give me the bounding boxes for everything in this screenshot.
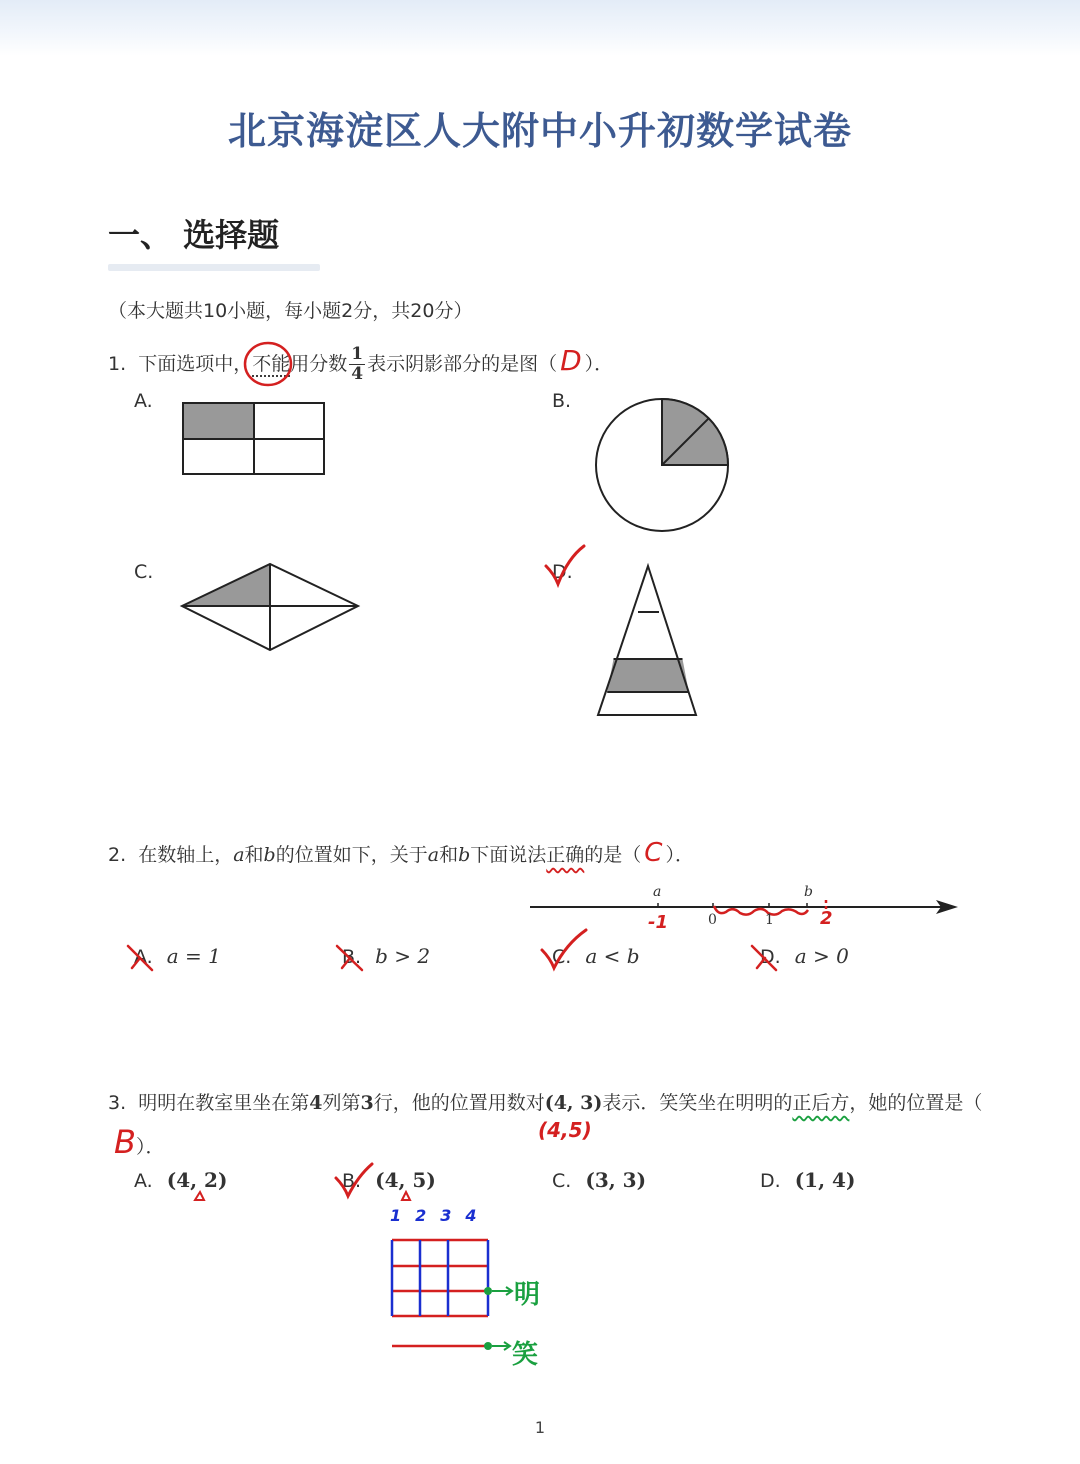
q2-option-d — [760, 944, 849, 968]
top-decor-band — [0, 0, 1080, 56]
q2-stem-d: 下面说法 — [470, 844, 547, 866]
q2-number-line — [528, 882, 968, 942]
q2-var-a: a — [233, 844, 245, 866]
q3-sketch-label-xiao: 笑 — [512, 1340, 539, 1370]
q3-sketch-label-ming: 明 — [514, 1280, 541, 1310]
ming-seat-dot — [484, 1287, 492, 1295]
q2-var-b-2: b — [458, 844, 471, 866]
col-label: 4 — [465, 1206, 477, 1225]
q3-mark-a — [195, 1192, 204, 1200]
section-heading: 一、 选择题 — [108, 216, 280, 254]
q1-stem-b: 用分数 — [290, 353, 348, 375]
q1-option-c-label: C. — [134, 561, 154, 583]
q3-stem-a: 明明在教室里坐在第 — [138, 1092, 310, 1114]
q2-stem-b-2: 和 — [439, 844, 459, 866]
col-label: 3 — [440, 1206, 452, 1225]
option-letter: A. — [134, 946, 153, 968]
q1-fraction — [349, 345, 365, 384]
axis-label-a: a — [653, 884, 662, 900]
col-label: 1 — [390, 1206, 402, 1225]
shaded-band — [607, 659, 689, 692]
option-letter: B. — [342, 946, 362, 968]
q1-number: 1. — [108, 353, 127, 375]
q3-handwritten-pair: (4,5) — [538, 1118, 592, 1142]
option-expression: (4, 5) — [375, 1168, 436, 1192]
option-expression: a = 1 — [166, 944, 221, 968]
q2-answer-handwritten: C — [644, 838, 663, 868]
fraction-numerator: 1 — [351, 344, 364, 364]
section-note: （本大题共10小题，每小题2分，共20分） — [108, 300, 473, 322]
col-label: 2 — [415, 1206, 427, 1225]
q1-figure-d — [594, 562, 704, 722]
q3-stem-end: ）． — [135, 1136, 165, 1158]
q3-stem-e: ，她的位置是（ — [849, 1092, 983, 1114]
q1-answer-handwritten: D — [560, 344, 582, 377]
q2-stem-b: 和 — [244, 844, 264, 866]
option-letter: A. — [134, 1170, 153, 1192]
q1-figure-c — [178, 560, 368, 660]
axis-handwritten-2: 2 — [820, 908, 833, 929]
q3-number: 3. — [108, 1092, 127, 1114]
q1-stem-end: ）． — [584, 353, 614, 375]
option-expression: a < b — [585, 944, 640, 968]
xiao-seat-dot — [484, 1342, 492, 1350]
q3-num-3: 3 — [360, 1092, 374, 1114]
option-letter: B. — [342, 1170, 362, 1192]
shaded-cell — [183, 403, 254, 439]
q3-sketch-col-labels — [390, 1206, 510, 1225]
section-underline — [108, 264, 320, 271]
question-1-stem — [108, 342, 613, 384]
q1-option-a-label: A. — [134, 390, 153, 412]
q2-option-a — [134, 944, 221, 968]
question-2-stem — [108, 838, 694, 870]
q1-figure-a — [180, 400, 330, 480]
q1-stem-a: 下面选项中， — [138, 353, 253, 375]
q2-var-a-2: a — [427, 844, 440, 866]
q2-emphasis: 正确 — [546, 844, 585, 866]
q3-num-4: 4 — [309, 1092, 323, 1114]
axis-tick-1: 1 — [765, 912, 774, 928]
q3-option-c — [552, 1168, 646, 1192]
q3-option-d — [760, 1168, 855, 1192]
q2-option-c — [552, 944, 640, 968]
q3-mark-b — [402, 1192, 410, 1200]
question-3-stem — [108, 1088, 982, 1118]
axis-label-b: b — [804, 884, 813, 900]
axis-handwritten-minus1: -1 — [648, 912, 668, 933]
option-letter: C. — [552, 946, 572, 968]
q2-stem-end: ）． — [665, 844, 694, 866]
option-expression: (4, 2) — [166, 1168, 228, 1192]
fraction-denominator: 4 — [351, 364, 364, 384]
q3-pair: (4, 3) — [544, 1092, 603, 1114]
option-letter: D. — [760, 1170, 781, 1192]
q1-stem-c: 表示阴影部分的是图（ — [367, 353, 558, 375]
q3-stem-c: 行，他的位置用数对 — [373, 1092, 545, 1114]
page-title: 北京海淀区人大附中小升初数学试卷 — [227, 109, 852, 153]
q2-stem-e: 的是（ — [584, 844, 642, 866]
q3-emphasis: 正后方 — [792, 1092, 850, 1114]
q1-check-mark — [542, 544, 602, 594]
page-number: 1 — [534, 1418, 546, 1437]
q3-stem-d: 表示．笑笑坐在明明的 — [602, 1092, 793, 1114]
option-expression: (1, 4) — [794, 1168, 856, 1192]
q3-option-b — [342, 1168, 436, 1192]
q3-stem-b: 列第 — [322, 1092, 361, 1114]
q3-stem-line2 — [114, 1122, 164, 1167]
q3-answer-handwritten: B — [114, 1123, 136, 1161]
q1-option-b-label: B. — [552, 390, 572, 412]
q2-var-b: b — [263, 844, 276, 866]
q3-option-a — [134, 1168, 227, 1192]
option-letter: C. — [552, 1170, 572, 1192]
option-expression: a > 0 — [794, 944, 849, 968]
q1-option-d-label: D. — [552, 561, 573, 583]
q2-number: 2. — [108, 844, 127, 866]
option-letter: D. — [760, 946, 781, 968]
q1-figure-b — [593, 396, 733, 536]
q1-emphasis: 不能 — [252, 353, 291, 375]
q2-option-b — [342, 944, 430, 968]
option-expression: (3, 3) — [585, 1168, 647, 1192]
q2-stem-c: 的位置如下，关于 — [275, 844, 428, 866]
q2-stem-a: 在数轴上， — [138, 844, 234, 866]
option-expression: b > 2 — [375, 944, 431, 968]
axis-tick-0: 0 — [708, 912, 717, 928]
